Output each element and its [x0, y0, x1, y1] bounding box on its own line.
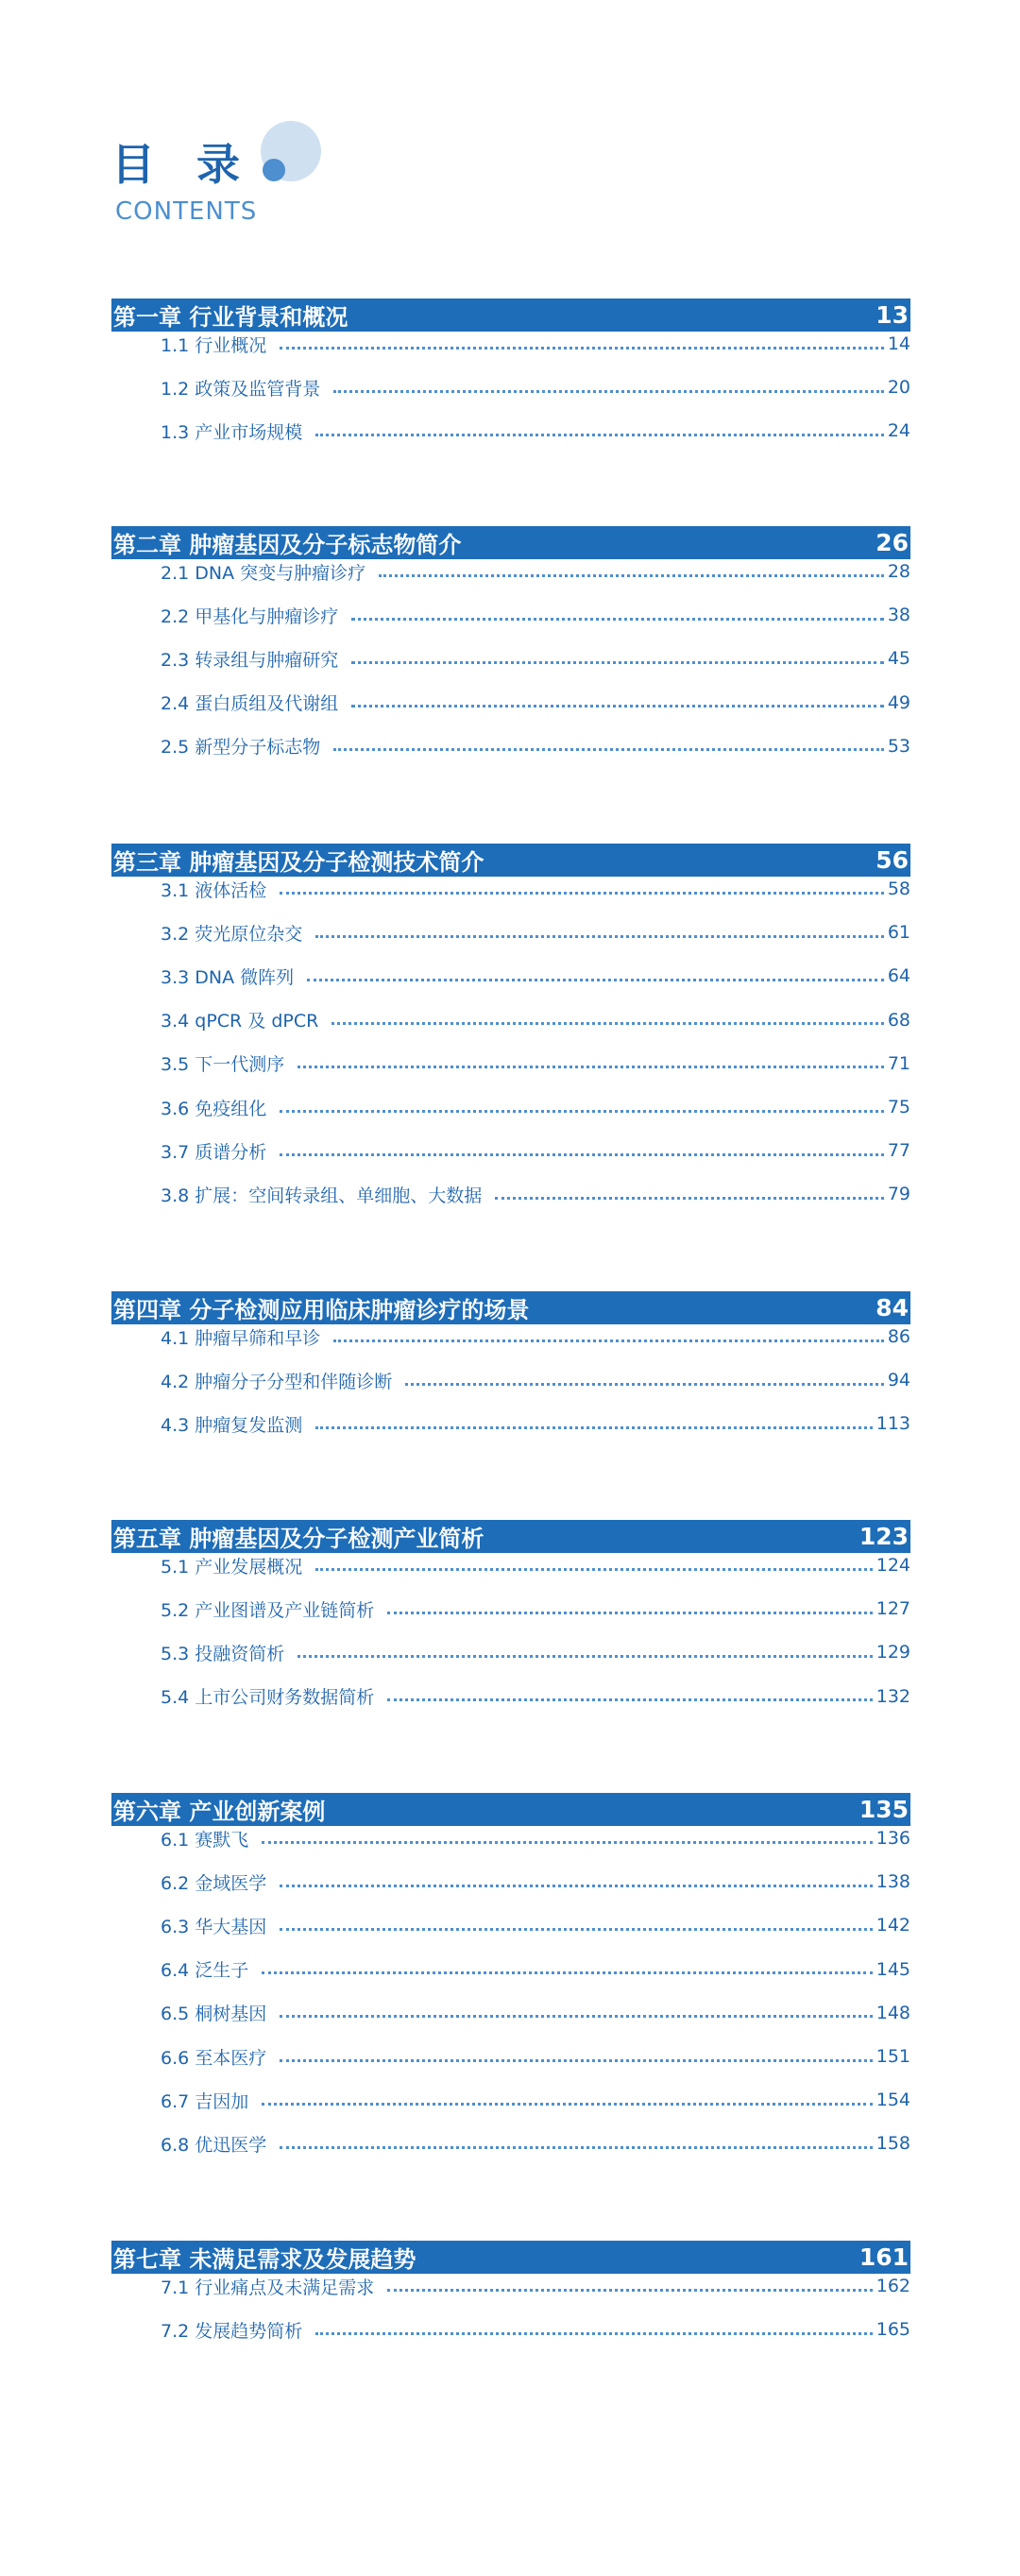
chapter-page-number: 56: [876, 846, 909, 874]
toc-entry-label: 5.3 投融资简析: [161, 1643, 285, 1664]
toc-entry[interactable]: [161, 2042, 910, 2071]
toc-entry-label: 2.3 转录组与肿瘤研究: [161, 649, 339, 671]
dot-leader: [315, 1424, 872, 1429]
toc-entry-label: 3.7 质谱分析: [161, 1141, 267, 1163]
dot-leader: [280, 1108, 884, 1113]
toc-entry-page-number: 151: [876, 2046, 910, 2067]
chapter-title: 第二章 肿瘤基因及分子标志物简介: [113, 532, 462, 558]
toc-entry-label: 6.3 华大基因: [161, 1916, 267, 1937]
toc-entry-label: 3.8 扩展：空间转录组、单细胞、大数据: [161, 1185, 483, 1206]
toc-entry-page-number: 79: [887, 1184, 910, 1205]
dot-leader: [280, 345, 884, 350]
toc-entry-label: 2.5 新型分子标志物: [161, 737, 321, 759]
chapter-heading[interactable]: [111, 2241, 910, 2274]
toc-entry-label: 3.6 免疫组化: [161, 1098, 267, 1119]
toc-entry-page-number: 136: [876, 1828, 910, 1849]
dot-leader: [280, 2057, 872, 2062]
chapter-heading[interactable]: [111, 299, 910, 332]
toc-entry-page-number: 24: [887, 420, 910, 442]
dot-leader: [280, 2013, 872, 2018]
toc-entry-label: 6.7 吉因加: [161, 2090, 249, 2112]
toc-entry-label: 2.1 DNA 突变与肿瘤诊疗: [161, 562, 366, 584]
toc-entry-page-number: 142: [876, 1915, 910, 1936]
page-subtitle: CONTENTS: [115, 197, 258, 226]
toc-entry[interactable]: [161, 1136, 910, 1165]
chapter-page-number: 123: [858, 1523, 909, 1550]
dot-leader: [262, 1970, 872, 1974]
toc-entry-label: 6.5 桐树基因: [161, 2004, 267, 2025]
dot-leader: [333, 388, 884, 393]
toc-entry-page-number: 45: [887, 648, 910, 670]
toc-entry[interactable]: [161, 1638, 910, 1666]
toc-entry-page-number: 162: [876, 2276, 910, 2296]
toc-entry-page-number: 154: [876, 2090, 910, 2111]
toc-entry[interactable]: [161, 1180, 910, 1208]
toc-entry-label: 5.4 上市公司财务数据简析: [161, 1687, 375, 1709]
chapter-page-number: 84: [876, 1294, 909, 1322]
toc-entry-label: 5.1 产业发展概况: [161, 1556, 303, 1578]
toc-entry-label: 7.2 发展趋势简析: [161, 2320, 303, 2342]
toc-entry[interactable]: [161, 1824, 910, 1852]
dot-leader: [262, 2101, 872, 2106]
chapter-page-number: 161: [858, 2243, 909, 2271]
toc-entry[interactable]: [161, 2086, 910, 2114]
toc-entry-page-number: 75: [887, 1097, 910, 1117]
dot-leader: [315, 432, 884, 436]
toc-entry-label: 6.2 金域医学: [161, 1872, 267, 1894]
chapter-heading[interactable]: [111, 526, 910, 559]
toc-entry[interactable]: [161, 1093, 910, 1121]
dot-leader: [333, 1338, 884, 1342]
toc-entry[interactable]: [161, 2129, 910, 2158]
toc-entry-label: 6.6 至本医疗: [161, 2047, 267, 2069]
toc-entry-label: 6.8 优迅医学: [161, 2134, 267, 2156]
toc-entry[interactable]: [161, 1911, 910, 1939]
toc-entry-page-number: 158: [876, 2133, 910, 2155]
dot-leader: [379, 572, 884, 577]
chapter-title: 第三章 肿瘤基因及分子检测技术简介: [113, 849, 484, 876]
toc-entry-label: 1.2 政策及监管背景: [161, 378, 321, 400]
chapter-page-number: 26: [876, 529, 909, 556]
toc-entry[interactable]: [161, 1322, 910, 1351]
chapter-title: 第一章 行业背景和概况: [113, 304, 348, 331]
toc-entry-label: 1.3 产业市场规模: [161, 421, 303, 443]
toc-entry-page-number: 61: [887, 922, 910, 944]
chapter-heading[interactable]: [111, 1291, 910, 1324]
dot-leader: [387, 1610, 872, 1614]
toc-entry[interactable]: [161, 962, 910, 990]
toc-entry[interactable]: [161, 373, 910, 401]
toc-entry[interactable]: [161, 1049, 910, 1078]
dot-leader: [315, 933, 884, 938]
chapter-title: 第七章 未满足需求及发展趋势: [113, 2246, 416, 2273]
chapter-heading[interactable]: [111, 1520, 910, 1553]
dot-leader: [280, 890, 884, 895]
dot-leader: [280, 1152, 884, 1156]
toc-entry-page-number: 71: [887, 1052, 910, 1074]
toc-entry-page-number: 94: [887, 1370, 910, 1391]
toc-entry-page-number: 124: [876, 1555, 910, 1576]
dot-leader: [351, 616, 884, 621]
toc-entry[interactable]: [161, 1999, 910, 2027]
chapter-title: 第四章 分子检测应用临床肿瘤诊疗的场景: [113, 1297, 530, 1323]
toc-entry-label: 6.4 泛生子: [161, 1960, 249, 1982]
toc-entry-page-number: 129: [876, 1642, 910, 1663]
toc-entry-page-number: 165: [876, 2319, 910, 2341]
dot-leader: [495, 1195, 884, 1200]
dot-leader: [387, 2287, 872, 2292]
toc-entry-label: 3.4 qPCR 及 dPCR: [161, 1011, 319, 1032]
toc-entry-page-number: 38: [887, 605, 910, 626]
dot-leader: [333, 746, 884, 751]
dot-leader: [280, 1883, 872, 1887]
dot-leader: [351, 659, 884, 664]
toc-entry-label: 3.1 液体活检: [161, 879, 267, 901]
chapter-heading[interactable]: [111, 1793, 910, 1826]
toc-entry-page-number: 64: [887, 965, 910, 987]
toc-entry-label: 4.3 肿瘤复发监测: [161, 1414, 303, 1436]
toc-entry-page-number: 49: [887, 691, 910, 713]
toc-entry[interactable]: [161, 1955, 910, 1984]
dot-leader: [351, 703, 884, 708]
toc-entry-page-number: 113: [876, 1413, 910, 1435]
toc-entry-page-number: 138: [876, 1871, 910, 1893]
toc-entry[interactable]: [161, 689, 910, 717]
toc-entry-page-number: 68: [887, 1009, 910, 1031]
toc-entry-label: 3.5 下一代测序: [161, 1054, 285, 1076]
toc-entry-label: 2.2 甲基化与肿瘤诊疗: [161, 606, 339, 627]
toc-entry-page-number: 132: [876, 1685, 910, 1707]
dot-leader: [332, 1020, 884, 1025]
toc-entry-label: 3.3 DNA 微阵列: [161, 966, 295, 988]
toc-entry[interactable]: [161, 732, 910, 760]
toc-entry-page-number: 28: [887, 561, 910, 582]
toc-entry[interactable]: [161, 644, 910, 673]
toc-entry[interactable]: [161, 2272, 910, 2300]
toc-entry[interactable]: [161, 601, 910, 629]
dot-leader: [280, 2144, 872, 2149]
toc-entry-label: 7.1 行业痛点及未满足需求: [161, 2277, 375, 2298]
toc-entry[interactable]: [161, 918, 910, 947]
toc-entry[interactable]: [161, 1551, 910, 1579]
toc-entry-page-number: 127: [876, 1598, 910, 1620]
dot-leader: [315, 2330, 872, 2335]
chapter-page-number: 13: [876, 301, 909, 329]
dot-leader: [280, 1926, 872, 1931]
chapter-page-number: 135: [858, 1796, 909, 1823]
toc-entry[interactable]: [161, 1595, 910, 1623]
toc-entry-page-number: 20: [887, 377, 910, 399]
dot-leader: [262, 1839, 872, 1844]
dot-leader: [405, 1381, 884, 1386]
toc-entry-page-number: 14: [887, 333, 910, 354]
toc-entry-label: 2.4 蛋白质组及代谢组: [161, 693, 339, 715]
dot-leader: [315, 1566, 872, 1571]
dot-leader: [298, 1653, 872, 1658]
page-title: 目录: [111, 139, 281, 190]
toc-entry[interactable]: [161, 875, 910, 903]
toc-entry[interactable]: [161, 1868, 910, 1896]
toc-entry[interactable]: [161, 417, 910, 445]
toc-entry[interactable]: [161, 1366, 910, 1394]
toc-entry-label: 1.1 行业概况: [161, 334, 267, 356]
toc-entry[interactable]: [161, 1682, 910, 1711]
dot-leader: [298, 1064, 884, 1068]
toc-entry-page-number: 148: [876, 2002, 910, 2023]
toc-entry-page-number: 145: [876, 1958, 910, 1980]
toc-entry[interactable]: [161, 1409, 910, 1438]
chapter-title: 第六章 产业创新案例: [113, 1799, 326, 1825]
toc-entry-label: 4.2 肿瘤分子分型和伴随诊断: [161, 1371, 393, 1392]
toc-entry-page-number: 77: [887, 1140, 910, 1162]
toc-entry-label: 5.2 产业图谱及产业链简析: [161, 1599, 375, 1621]
toc-entry[interactable]: [161, 557, 910, 586]
dot-leader: [307, 977, 884, 981]
dot-leader: [387, 1697, 872, 1701]
toc-entry-page-number: 53: [887, 735, 910, 757]
chapter-heading[interactable]: [111, 844, 910, 877]
toc-header: [111, 121, 338, 234]
toc-entry[interactable]: [161, 330, 910, 358]
chapter-title: 第五章 肿瘤基因及分子检测产业简析: [113, 1526, 484, 1552]
toc-entry[interactable]: [161, 1006, 910, 1034]
toc-entry-label: 4.1 肿瘤早筛和早诊: [161, 1327, 321, 1349]
toc-entry[interactable]: [161, 2315, 910, 2344]
toc-entry-page-number: 86: [887, 1326, 910, 1347]
toc-entry-label: 6.1 赛默飞: [161, 1829, 249, 1851]
toc-entry-label: 3.2 荧光原位杂交: [161, 923, 303, 945]
toc-entry-page-number: 58: [887, 879, 910, 899]
